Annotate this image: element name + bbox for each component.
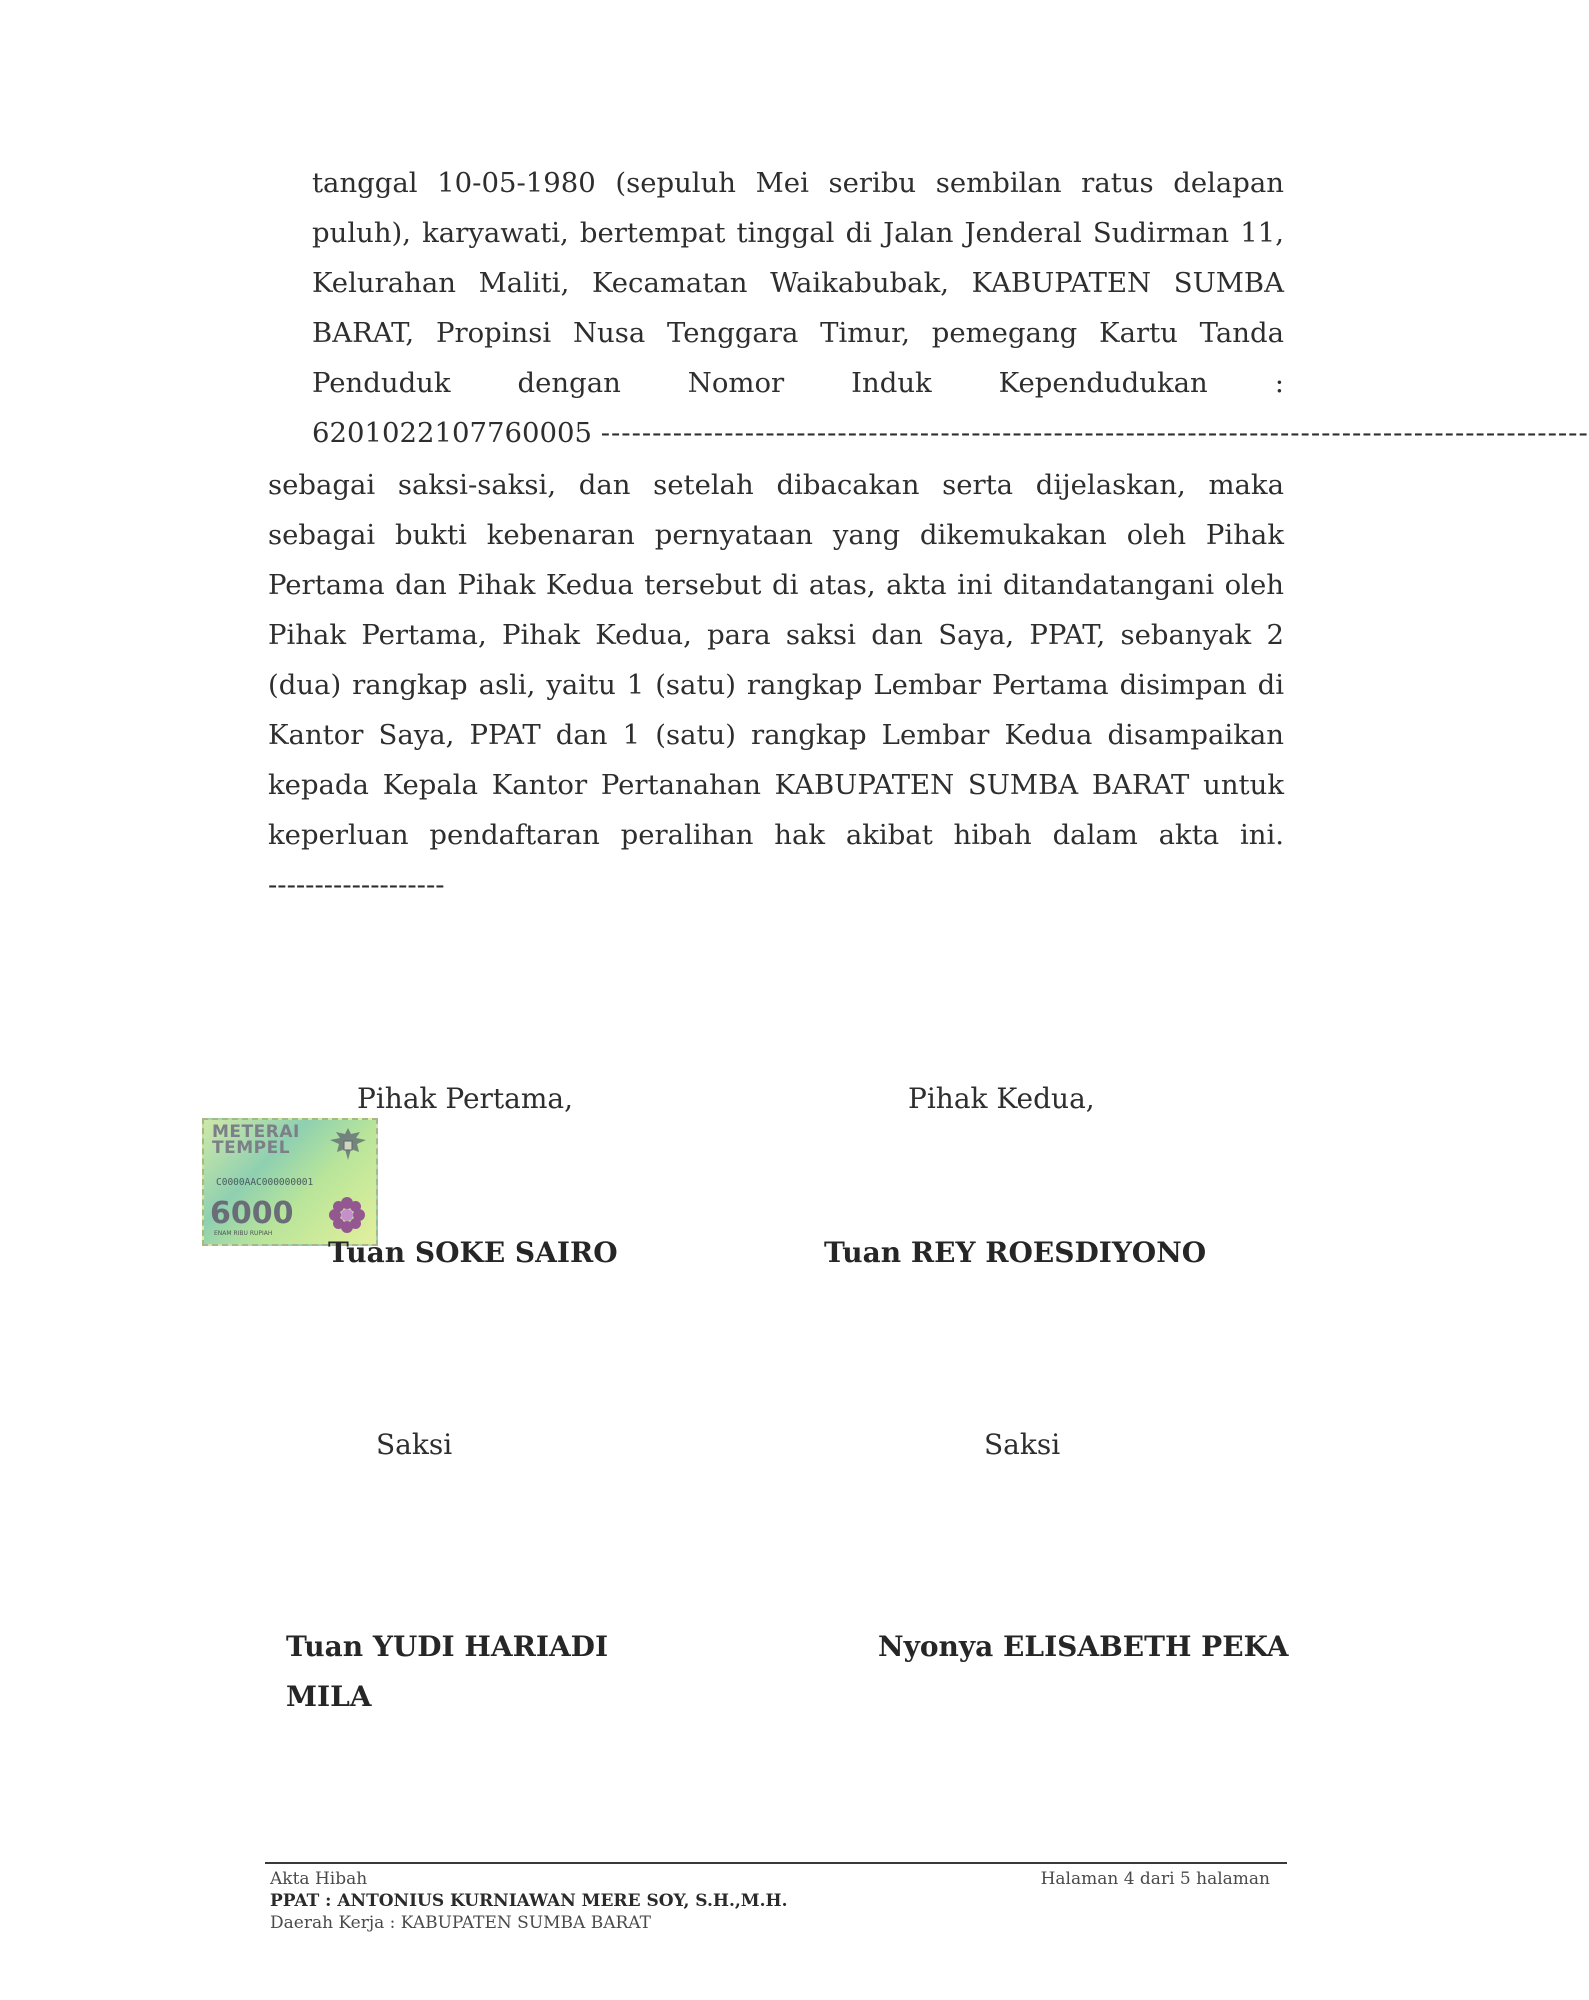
paragraph-line: puluh), karyawati, bertempat tinggal di Jalan Jenderal Sudirman 11,: [312, 217, 1284, 249]
page-number: Halaman 4 dari 5 halaman: [1040, 1869, 1270, 1889]
paragraph-line: keperluan pendaftaran peralihan hak akibat hibah dalam akta ini.: [268, 819, 1284, 851]
second-party-label: Pihak Kedua,: [908, 1082, 1095, 1115]
word: Induk: [851, 367, 932, 399]
first-party-label: Pihak Pertama,: [357, 1082, 574, 1115]
paragraph-line: [312, 358, 1284, 408]
word: Penduduk: [312, 367, 451, 399]
nik-number: 6201022107760005: [312, 417, 592, 449]
witness-left-name-continued: MILA: [286, 1680, 372, 1713]
work-area: Daerah Kerja : KABUPATEN SUMBA BARAT: [270, 1913, 651, 1933]
dash-filler: ------------------------------------------------------------------------------------------------: [600, 417, 1589, 449]
paragraph-line: kepada Kepala Kantor Pertanahan KABUPATEN SUMBA BARAT untuk: [268, 769, 1284, 801]
document-title: Akta Hibah: [270, 1869, 368, 1889]
stamp-title-line: METERAI: [212, 1122, 300, 1142]
witness-paragraph: [312, 158, 1589, 458]
witness-right-name: Nyonya ELISABETH PEKA: [878, 1630, 1289, 1663]
second-party-name: Tuan REY ROESDIYONO: [824, 1236, 1207, 1269]
witness-label-left: Saksi: [376, 1428, 453, 1461]
paragraph-line: Kantor Saya, PPAT dan 1 (satu) rangkap Lembar Kedua disampaikan: [268, 719, 1284, 751]
footer: [270, 1868, 1280, 1934]
meterai-stamp: [202, 1118, 378, 1246]
hologram-flower-icon: [328, 1196, 366, 1234]
paragraph-line: (dua) rangkap asli, yaitu 1 (satu) rangkap Lembar Pertama disimpan di: [268, 669, 1284, 701]
stamp-value: 6000: [210, 1196, 294, 1231]
word: Nomor: [687, 367, 785, 399]
paragraph-line: tanggal 10-05-1980 (sepuluh Mei seribu sembilan ratus delapan: [312, 167, 1284, 199]
witness-left-name: Tuan YUDI HARIADI: [286, 1630, 609, 1663]
paragraph-line: sebagai saksi-saksi, dan setelah dibacakan serta dijelaskan, maka: [268, 469, 1284, 501]
stamp-title: [212, 1124, 322, 1156]
word: dengan: [517, 367, 621, 399]
paragraph-line: BARAT, Propinsi Nusa Tenggara Timur, pemegang Kartu Tanda: [312, 317, 1284, 349]
word: :: [1274, 367, 1284, 399]
dash-filler: -------------------: [268, 869, 445, 901]
paragraph-line: Pihak Pertama, Pihak Kedua, para saksi dan Saya, PPAT, sebanyak 2: [268, 619, 1284, 651]
first-party-name: Tuan SOKE SAIRO: [328, 1236, 618, 1269]
paragraph-line: Pertama dan Pihak Kedua tersebut di atas, akta ini ditandatangani oleh: [268, 569, 1284, 601]
paragraph-line: sebagai bukti kebenaran pernyataan yang dikemukakan oleh Pihak: [268, 519, 1284, 551]
word: Kependudukan: [998, 367, 1208, 399]
ppat-name: PPAT : ANTONIUS KURNIAWAN MERE SOY, S.H.,M.H.: [270, 1891, 788, 1911]
footer-divider: [265, 1862, 1287, 1864]
garuda-emblem-icon: [326, 1124, 370, 1168]
stamp-title-line: TEMPEL: [212, 1138, 291, 1158]
nik-line: [312, 408, 1589, 458]
witness-label-right: Saksi: [984, 1428, 1061, 1461]
closing-paragraph: [268, 460, 1284, 910]
paragraph-line: Kelurahan Maliti, Kecamatan Waikabubak, KABUPATEN SUMBA: [312, 267, 1284, 299]
stamp-serial: C0000AAC000000001: [216, 1177, 314, 1188]
stamp-subtitle: ENAM RIBU RUPIAH: [214, 1230, 273, 1237]
